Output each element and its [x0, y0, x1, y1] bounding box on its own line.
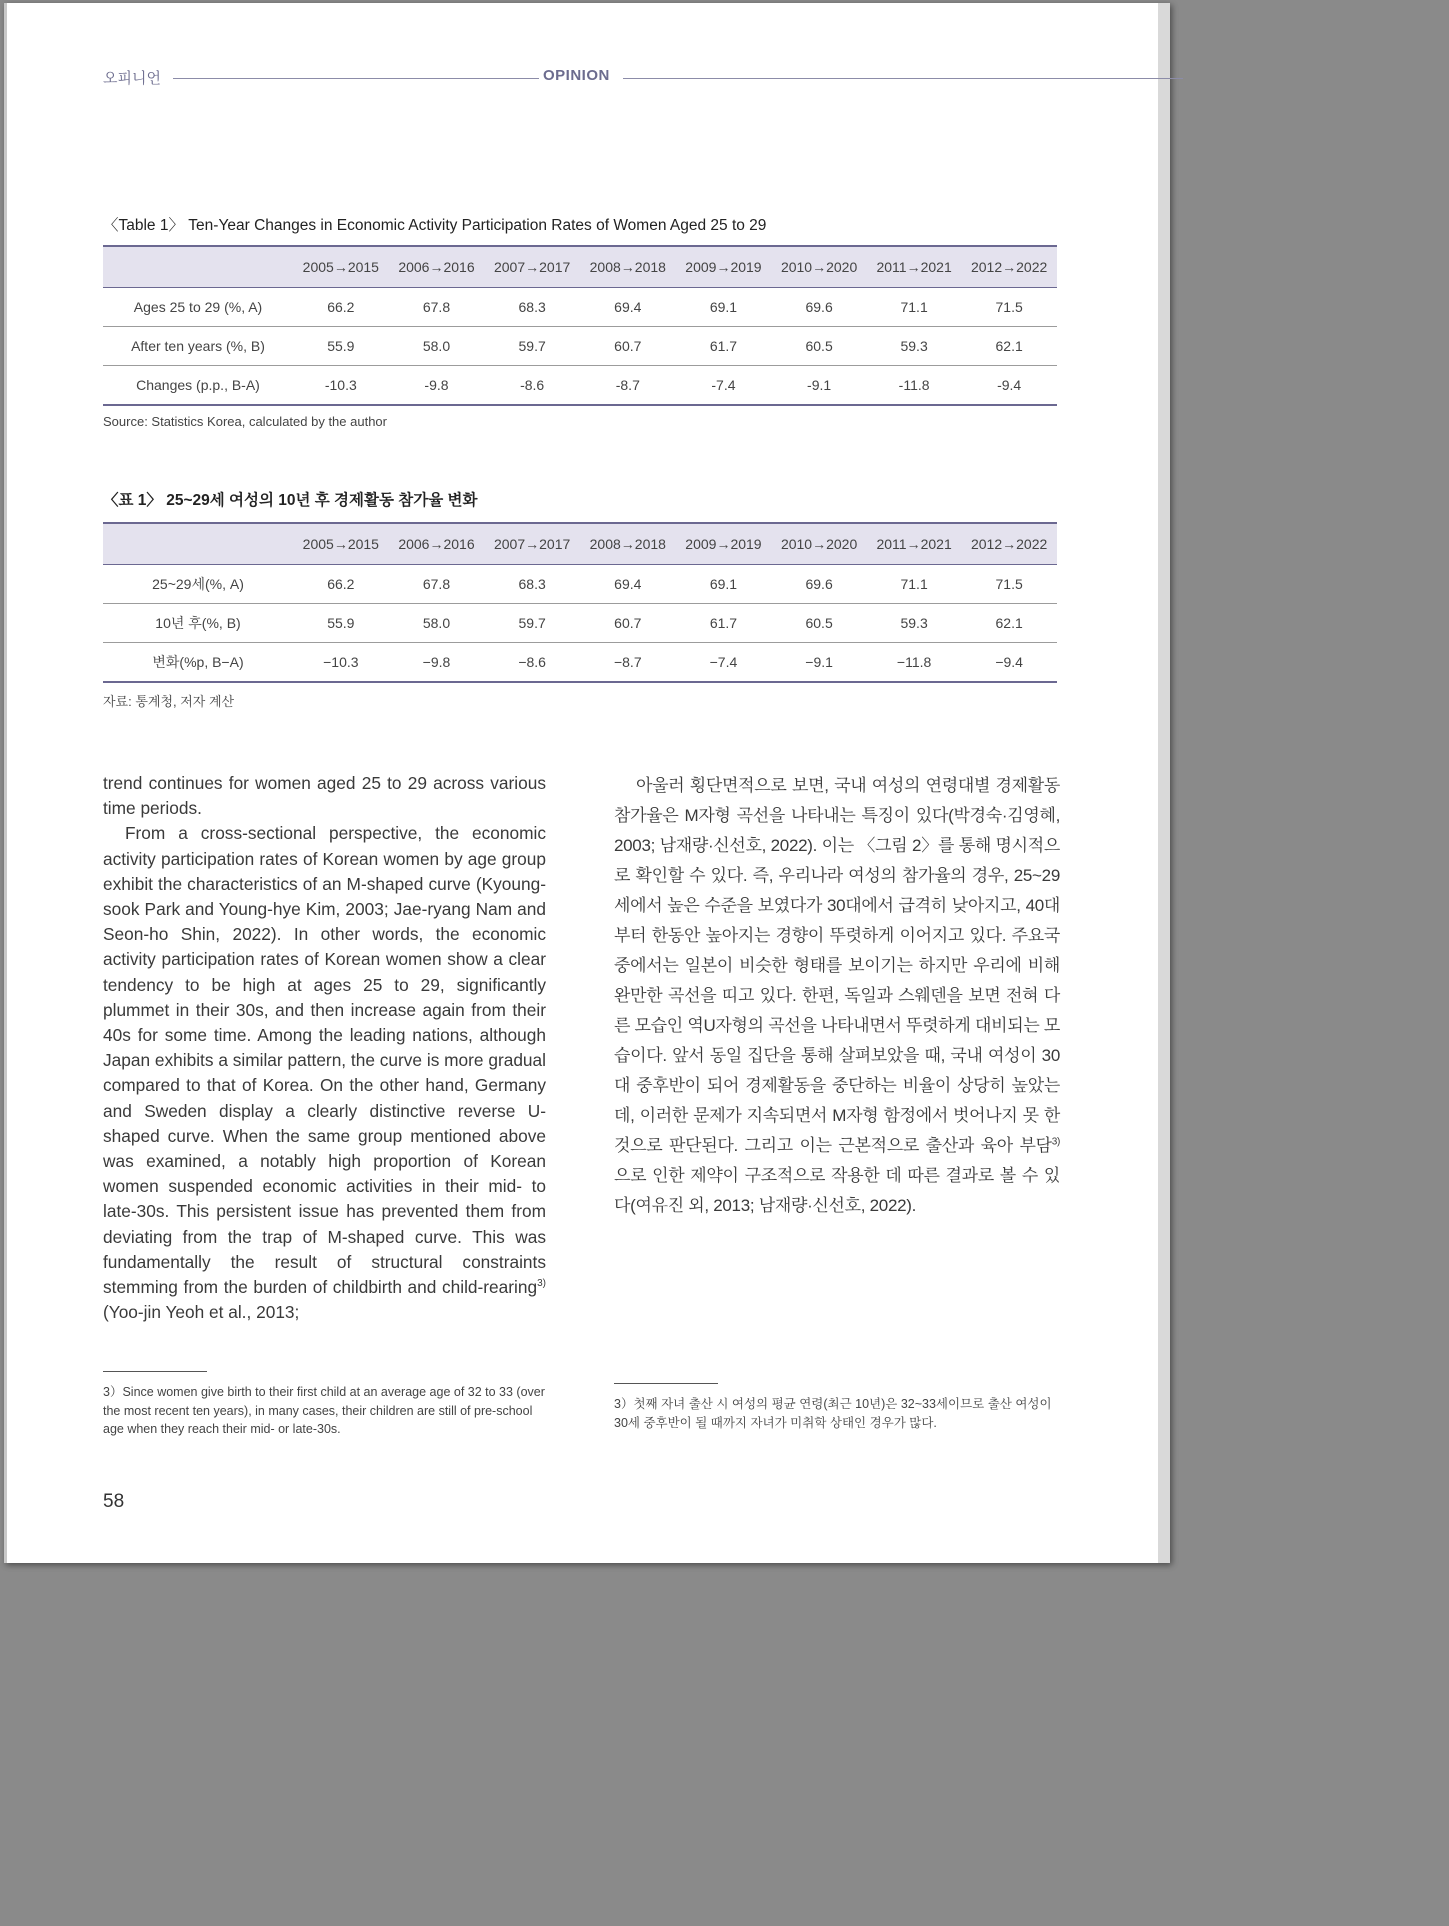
table-cell: 71.5	[961, 288, 1057, 327]
table-caption-en: 〈Table 1〉 Ten-Year Changes in Economic Activity Participation Rates of Women Aged 25 to 29	[103, 217, 767, 234]
footnote-en: 3）Since women give birth to their first child at an average age of 32 to 33 (over the most recent ten years), in many cases, their children are still of pre-school age when they reach their mid- or late-30s.	[103, 1385, 545, 1436]
table-cell: −7.4	[676, 643, 772, 683]
footnote-rule	[614, 1383, 718, 1384]
column-header: 2006→2016	[398, 259, 475, 275]
row-label: Changes (p.p., B-A)	[103, 366, 293, 406]
table-cell: −10.3	[293, 643, 389, 683]
table-cell: 55.9	[293, 327, 389, 366]
table-source-kr: 자료: 통계청, 저자 계산	[103, 694, 235, 709]
table-cell: 67.8	[389, 288, 485, 327]
table-cell: 66.2	[293, 288, 389, 327]
column-header: 2010→2020	[780, 536, 858, 552]
table-cell: 59.3	[867, 327, 961, 366]
table-cell: -9.8	[389, 366, 485, 406]
table-cell: 60.5	[771, 604, 867, 643]
section-label-en: OPINION	[543, 67, 610, 84]
paragraph	[614, 771, 1060, 1221]
table-cell: 61.7	[676, 327, 772, 366]
table-cell: −9.4	[961, 643, 1057, 683]
column-header: 2010→2020	[780, 259, 858, 275]
table-cell: 60.5	[771, 327, 867, 366]
column-header: 2009→2019	[685, 536, 762, 552]
table-row	[103, 565, 1057, 604]
table-cell: 66.2	[293, 565, 389, 604]
column-header: 2012→2022	[970, 536, 1048, 552]
paragraph-text: 으로 인한 제약이 구조적으로 작용한 데 따른 결과로 볼 수 있다(여유진 외, 2013; 남재량·신선호, 2022).	[614, 1166, 1060, 1215]
column-header: 2006→2016	[398, 536, 475, 552]
table-en	[103, 245, 1057, 406]
table-header-row	[103, 246, 1057, 288]
table-cell: 60.7	[580, 604, 676, 643]
table-cell: -8.6	[484, 366, 580, 406]
table-cell: 71.5	[961, 565, 1057, 604]
table-cell: 69.1	[676, 288, 772, 327]
table-cell: -9.4	[961, 366, 1057, 406]
paragraph-text: From a cross-sectional perspective, the economic activity participation rates of Korean women by age group exhibit the characteristics of an M-shaped curve (Kyoung-sook Park and Young-hye Kim, 2003; Jae-ryang Nam and Seon-ho Shin, 2022). In other words, the economic activity participation rates of Korean women show a clear tendency to be high at ages 25 to 29, significantly plummet in their 30s, and then increase again from their 40s for some time. Among the leading nations, although Japan exhibits a similar pattern, the curve is more gradual compared to that of Korea. On the other hand, Germany and Sweden display a clearly distinctive reverse U-shaped curve. When the same group mentioned above was examined, a notably high proportion of Korean women suspended economic activities in their mid- to late-30s. This persistent issue has prevented them from deviating from the trap of M-shaped curve. This was fundamentally the result of structural constraints stemming from the burden of childbirth and child-rearing	[103, 823, 546, 1298]
table-cell: -10.3	[293, 366, 389, 406]
table-cell: 62.1	[961, 604, 1057, 643]
table-source-en: Source: Statistics Korea, calculated by the author	[103, 414, 387, 429]
table-cell: 59.7	[484, 604, 580, 643]
table-cell: −9.8	[389, 643, 485, 683]
body-column-kr	[614, 771, 1060, 1221]
table-cell: 59.7	[484, 327, 580, 366]
table-header-row	[103, 523, 1057, 565]
section-label-kr: 오피니언	[103, 70, 161, 87]
table-cell: −11.8	[867, 643, 961, 683]
table-cell: 69.4	[580, 288, 676, 327]
running-header	[103, 67, 1183, 89]
paragraph-text: (Yoo-jin Yeoh et al., 2013;	[103, 1302, 300, 1323]
footnote-rule	[103, 1371, 207, 1372]
table-cell: 59.3	[867, 604, 961, 643]
table-cell: 71.1	[867, 288, 961, 327]
footnote-kr: 3）첫째 자녀 출산 시 여성의 평균 연령(최근 10년)은 32~33세이므로 출산 여성이 30세 중후반이 될 때까지 자녀가 미취학 상태인 경우가 많다.	[614, 1397, 1052, 1430]
table-cell: 55.9	[293, 604, 389, 643]
column-header: 2012→2022	[970, 259, 1048, 275]
table-cell: 58.0	[389, 327, 485, 366]
column-header: 2008→2018	[589, 536, 666, 552]
table-cell: 62.1	[961, 327, 1057, 366]
column-header: 2005→2015	[302, 536, 379, 552]
row-label: After ten years (%, B)	[103, 327, 293, 366]
table-caption-kr: 〈표 1〉 25~29세 여성의 10년 후 경제활동 참가율 변화	[103, 492, 478, 509]
header-rule	[623, 78, 1183, 79]
table-row	[103, 604, 1057, 643]
table-cell: −8.6	[484, 643, 580, 683]
document-page	[4, 3, 1170, 1563]
column-header: 2011→2021	[876, 259, 952, 275]
paragraph	[103, 821, 546, 1325]
table-row	[103, 643, 1057, 683]
row-label: 변화(%p, B−A)	[103, 643, 293, 683]
table-cell: 69.4	[580, 565, 676, 604]
body-column-en	[103, 771, 546, 1325]
column-header: 2005→2015	[302, 259, 379, 275]
table-cell: -9.1	[771, 366, 867, 406]
header-rule	[173, 78, 539, 79]
row-label: 10년 후(%, B)	[103, 604, 293, 643]
table-cell: 61.7	[676, 604, 772, 643]
footnote-ref[interactable]: 3)	[537, 1278, 546, 1290]
table-cell: 69.6	[771, 288, 867, 327]
table-row	[103, 327, 1057, 366]
table-cell: 68.3	[484, 565, 580, 604]
table-cell: 69.1	[676, 565, 772, 604]
paragraph-text: 아울러 횡단면적으로 보면, 국내 여성의 연령대별 경제활동 참가율은 M자형 곡선을 나타내는 특징이 있다(박경숙·김영혜, 2003; 남재량·신선호, 2022). 이는 〈그림 2〉를 통해 명시적으로 확인할 수 있다. 즉, 우리나라 여성의 참가율의 경우, 25~29세에서 높은 수준을 보였다가 30대에서 급격히 낮아지고, 40대부터 한동안 높아지는 경향이 뚜렷하게 이어지고 있다. 주요국 중에서는 일본이 비슷한 형태를 보이기는 하지만 우리에 비해 완만한 곡선을 띠고 있다. 한편, 독일과 스웨덴을 보면 전혀 다른 모습인 역U자형의 곡선을 나타내면서 뚜렷하게 대비되는 모습이다. 앞서 동일 집단을 통해 살펴보았을 때, 국내 여성이 30대 중후반이 되어 경제활동을 중단하는 비율이 상당히 높았는데, 이러한 문제가 지속되면서 M자형 함정에서 벗어나지 못 한 것으로 판단된다. 그리고 이는 근본적으로 출산과 육아 부담	[614, 776, 1060, 1155]
row-label: 25~29세(%, A)	[103, 565, 293, 604]
column-header: 2007→2017	[493, 536, 571, 552]
table-cell: 69.6	[771, 565, 867, 604]
table-cell: -7.4	[676, 366, 772, 406]
table-row	[103, 288, 1057, 327]
column-header: 2008→2018	[589, 259, 666, 275]
table-kr	[103, 522, 1057, 683]
page-number: 58	[103, 1491, 125, 1512]
table-row	[103, 366, 1057, 406]
column-header: 2011→2021	[876, 536, 952, 552]
table-cell: 67.8	[389, 565, 485, 604]
table-cell: 68.3	[484, 288, 580, 327]
table-cell: −9.1	[771, 643, 867, 683]
table-cell: 58.0	[389, 604, 485, 643]
footnote-ref[interactable]: 3)	[1051, 1136, 1060, 1148]
row-label: Ages 25 to 29 (%, A)	[103, 288, 293, 327]
column-header: 2009→2019	[685, 259, 762, 275]
table-cell: 71.1	[867, 565, 961, 604]
table-cell: -11.8	[867, 366, 961, 406]
table-cell: -8.7	[580, 366, 676, 406]
table-cell: −8.7	[580, 643, 676, 683]
column-header: 2007→2017	[493, 259, 571, 275]
table-cell: 60.7	[580, 327, 676, 366]
paragraph: trend continues for women aged 25 to 29 across various time periods.	[103, 773, 546, 819]
